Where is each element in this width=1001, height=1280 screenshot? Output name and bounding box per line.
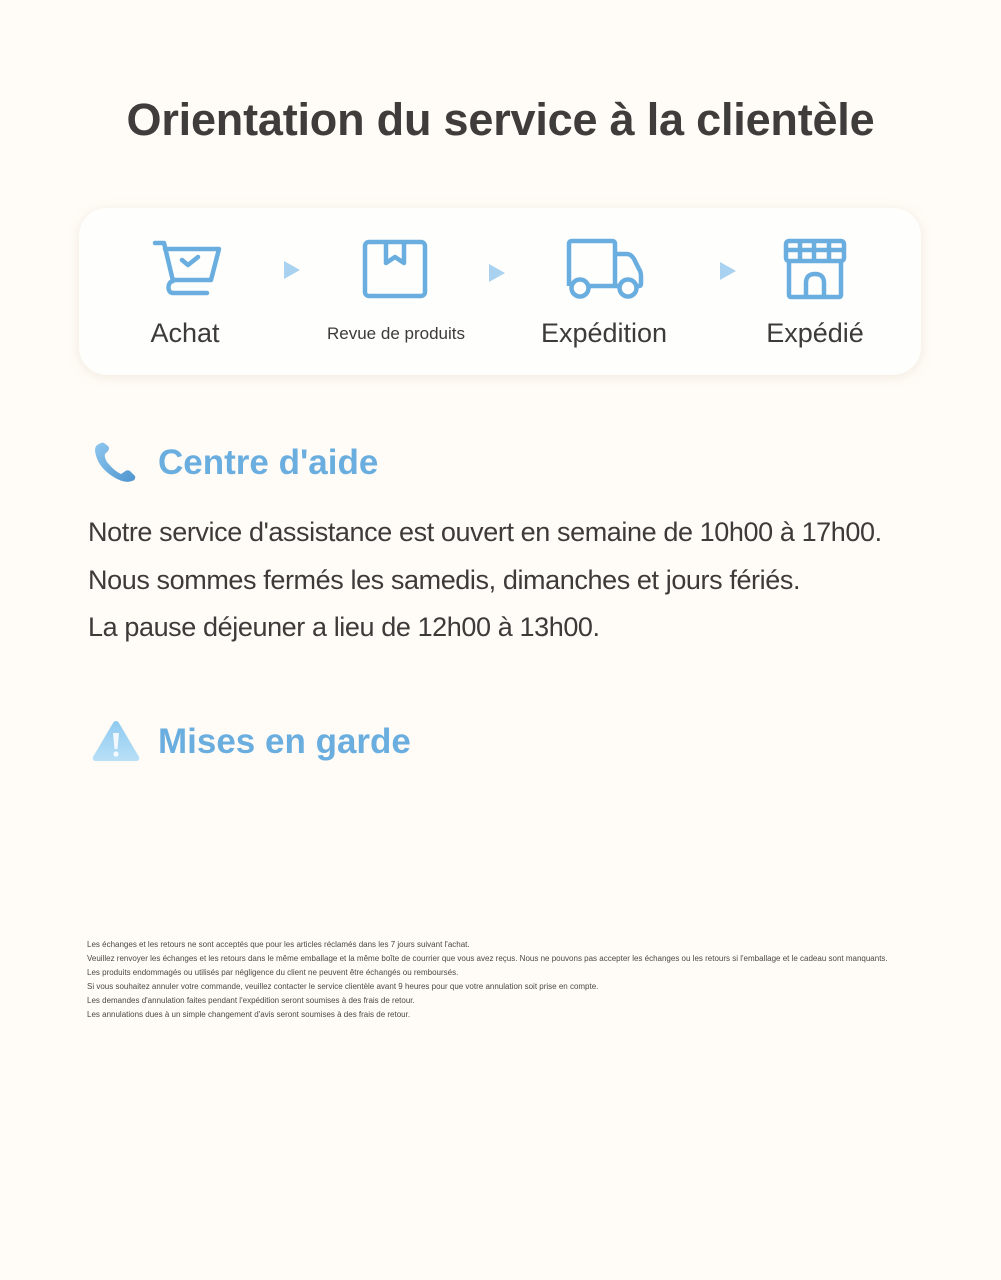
step-shipping [504,208,704,375]
help-line: Notre service d'assistance est ouvert en semaine de 10h00 à 17h00. [88,517,882,547]
delivery-truck-icon [564,238,644,302]
help-center-header [90,440,378,486]
step-label: Expédition [540,318,668,348]
page-title: Orientation du service à la clientèle [126,94,875,145]
help-center-heading: Centre d'aide [158,443,379,482]
warning-note: Les annulations dues à un simple changement d'avis seront soumises à des frais de retour. [87,1010,411,1019]
step-purchase [85,208,285,375]
telephone-receiver-icon [90,440,142,486]
help-center-hours [88,509,882,652]
warning-triangle-icon [90,719,142,765]
storefront-icon [775,238,855,302]
warnings-heading: Mises en garde [158,722,411,761]
warnings-header [90,719,411,765]
warning-note: Les produits endommagés ou utilisés par négligence du client ne peuvent être échangés ou remboursés. [87,968,459,977]
shopping-cart-check-icon [145,238,225,302]
step-label: Expédié [766,318,864,348]
warning-note: Veuillez renvoyer les échanges et les retours dans le même emballage et la même boîte de courrier que vous avez reçus. Nous ne pouvons pas accepter les échanges ou les retours si l'emballage et le cadeau sont manquants. [87,954,888,963]
package-box-icon [356,238,436,302]
help-line: Nous sommes fermés les samedis, dimanches et jours fériés. [88,564,801,595]
warnings-notes [87,938,888,1022]
help-line: La pause déjeuner a lieu de 12h00 à 13h00. [88,612,600,642]
step-product-review [296,208,496,375]
step-label: Achat [150,318,220,348]
warning-note: Les échanges et les retours ne sont acceptés que pour les articles réclamés dans les 7 jours suivant l'achat. [87,940,470,949]
warning-note: Si vous souhaitez annuler votre commande, veuillez contacter le service clientèle avant 9 heures pour que votre annulation soit prise en compte. [87,982,599,991]
step-arrow-icon [489,264,505,282]
step-label: Revue de produits [327,324,465,343]
step-delivered [715,208,915,375]
order-process-steps [79,208,921,375]
warning-note: Les demandes d'annulation faites pendant l'expédition seront soumises à des frais de retour. [87,996,415,1005]
